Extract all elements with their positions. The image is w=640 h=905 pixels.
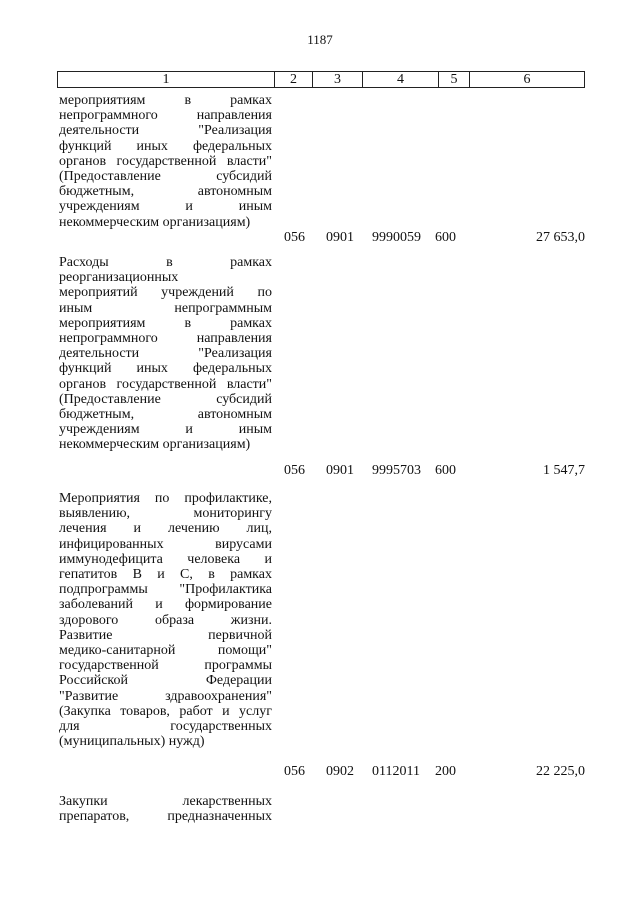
target-article-code: 9995703 <box>372 463 421 478</box>
description-line: инфицированных вирусами <box>59 536 272 552</box>
row-description <box>59 255 272 453</box>
description-line: функций иных федеральных <box>59 138 272 154</box>
description-line: (муниципальных) нужд) <box>59 734 205 750</box>
target-article-code: 0112011 <box>372 764 420 779</box>
description-line: мероприятий учреждений по <box>59 285 272 301</box>
description-line: органов государственной власти" <box>59 376 272 392</box>
column-header-1: 1 <box>58 72 275 88</box>
ministry-code: 056 <box>284 764 305 779</box>
row-description <box>59 491 272 749</box>
amount: 27 653,0 <box>536 230 585 245</box>
description-line: гепатитов В и С, в рамках <box>59 567 272 583</box>
description-line: Расходы в рамках <box>59 255 272 270</box>
table-row <box>59 794 589 834</box>
description-line: непрограммного направления <box>59 108 272 124</box>
description-line: препаратов, предназначенных <box>59 809 272 825</box>
description-line: Закупки лекарственных <box>59 794 272 809</box>
column-header-6: 6 <box>470 72 585 88</box>
description-line: (Закупка товаров, работ и услуг <box>59 703 272 719</box>
description-line: подпрограммы "Профилактика <box>59 582 272 598</box>
description-line: учреждениям и иным <box>59 422 272 438</box>
description-line: некоммерческим организациям) <box>59 437 251 453</box>
description-line: функций иных федеральных <box>59 361 272 377</box>
row-description <box>59 93 272 230</box>
description-line: медико-санитарной помощи" <box>59 643 272 659</box>
description-line: некоммерческим организациям) <box>59 214 251 230</box>
description-line: бюджетным, автономным <box>59 184 272 200</box>
table-row <box>59 255 589 478</box>
section-code: 0901 <box>326 463 354 478</box>
description-line: иммунодефицита человека и <box>59 551 272 567</box>
description-line: иным непрограммным <box>59 300 272 316</box>
description-line: лечения и лечению лиц, <box>59 521 272 537</box>
column-header-2: 2 <box>275 72 313 88</box>
description-line: мероприятиям в рамках <box>59 93 272 108</box>
column-header-3: 3 <box>313 72 363 88</box>
row-description <box>59 794 272 824</box>
page-number: 1187 <box>307 32 333 47</box>
description-line: Мероприятия по профилактике, <box>59 491 272 506</box>
description-line: деятельности "Реализация <box>59 123 272 139</box>
description-line: выявлению, мониторингу <box>59 506 272 522</box>
description-line: Российской Федерации <box>59 673 272 689</box>
column-header-row <box>58 72 585 88</box>
ministry-code: 056 <box>284 230 305 245</box>
description-line: мероприятиям в рамках <box>59 315 272 331</box>
description-line: "Развитие здравоохранения" <box>59 688 272 704</box>
amount: 22 225,0 <box>536 764 585 779</box>
description-line: (Предоставление субсидий <box>59 391 272 407</box>
amount: 1 547,7 <box>543 463 585 478</box>
section-code: 0902 <box>326 764 354 779</box>
description-line: Развитие первичной <box>59 627 272 643</box>
table-row <box>59 93 589 243</box>
target-article-code: 9990059 <box>372 230 421 245</box>
description-line: заболеваний и формирование <box>59 597 272 613</box>
expense-type-code: 600 <box>435 463 456 478</box>
description-line: органов государственной власти" <box>59 153 272 169</box>
section-code: 0901 <box>326 230 354 245</box>
column-header-table <box>57 71 585 88</box>
description-line: учреждениям и иным <box>59 199 272 215</box>
ministry-code: 056 <box>284 463 305 478</box>
expense-type-code: 200 <box>435 764 456 779</box>
expense-type-code: 600 <box>435 230 456 245</box>
description-line: здорового образа жизни. <box>59 612 272 628</box>
table-row <box>59 491 589 781</box>
description-line: бюджетным, автономным <box>59 407 272 423</box>
description-line: для государственных <box>59 719 272 735</box>
description-line: реорганизационных <box>59 270 179 286</box>
description-line: непрограммного направления <box>59 331 272 347</box>
column-header-4: 4 <box>363 72 439 88</box>
description-line: деятельности "Реализация <box>59 346 272 362</box>
description-line: государственной программы <box>59 658 272 674</box>
description-line: (Предоставление субсидий <box>59 169 272 185</box>
column-header-5: 5 <box>439 72 470 88</box>
